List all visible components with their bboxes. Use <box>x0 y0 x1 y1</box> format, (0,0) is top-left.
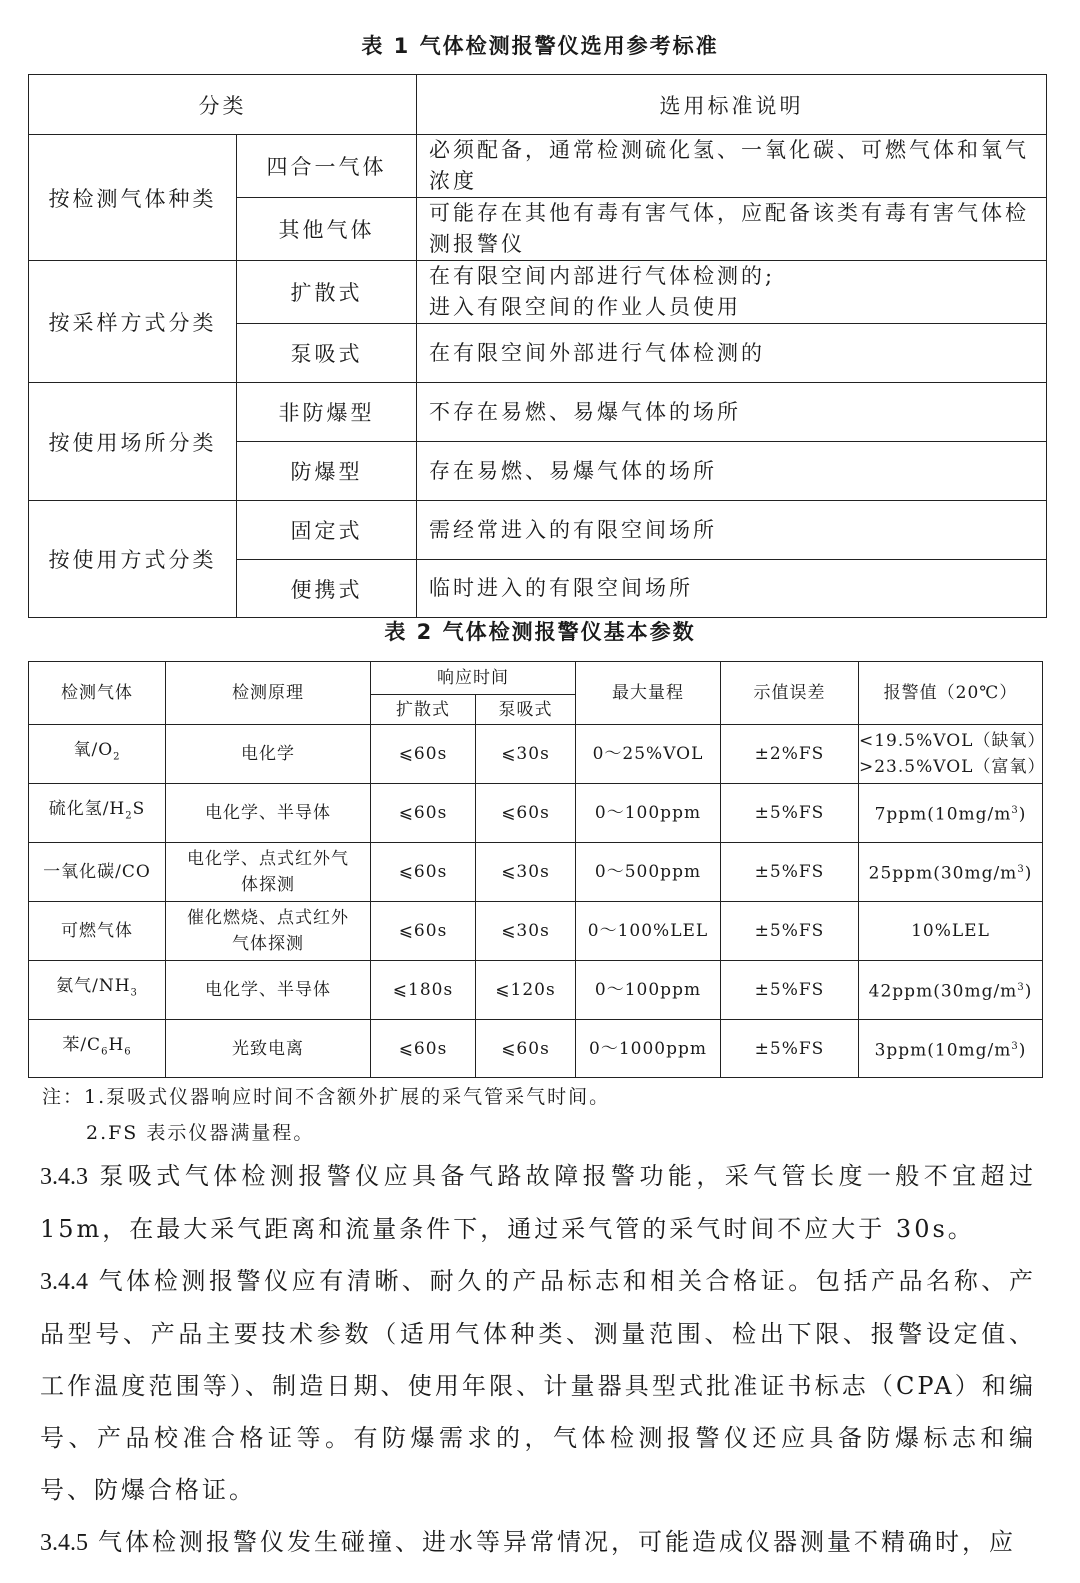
group-name: 按使用场所分类 <box>29 383 237 501</box>
header-alarm: 报警值（20℃） <box>859 662 1043 725</box>
header-gas: 检测气体 <box>29 662 166 725</box>
pump-cell: ⩽60s <box>476 784 576 843</box>
desc-cell: 存在易燃、易爆气体的场所 <box>417 442 1047 501</box>
header-range: 最大量程 <box>576 662 721 725</box>
pump-cell: ⩽120s <box>476 961 576 1020</box>
type-cell: 四合一气体 <box>237 135 417 198</box>
header-category: 分类 <box>29 75 417 135</box>
type-cell: 非防爆型 <box>237 383 417 442</box>
diffusion-cell: ⩽180s <box>371 961 476 1020</box>
paragraph-3-4-3 <box>40 1150 1036 1255</box>
range-cell: 0～1000ppm <box>576 1020 721 1078</box>
desc-cell: 临时进入的有限空间场所 <box>417 560 1047 618</box>
principle-cell: 电化学 <box>166 725 371 784</box>
gas-cell: 一氧化碳/CO <box>29 843 166 902</box>
principle-cell <box>166 902 371 961</box>
error-cell: ±2%FS <box>721 725 859 784</box>
gas-cell: 硫化氢$/H_2S$ <box>29 784 166 843</box>
gas-detector-parameters-table <box>28 661 1046 1078</box>
table-row <box>29 1020 1043 1078</box>
diffusion-cell: ⩽60s <box>371 784 476 843</box>
table2-caption: 表 2 气体检测报警仪基本参数 <box>384 620 696 644</box>
table-row <box>29 135 1047 198</box>
error-cell: ±5%FS <box>721 961 859 1020</box>
desc-cell: 在有限空间外部进行气体检测的 <box>417 324 1047 383</box>
paragraph-3-4-5 <box>40 1516 1036 1569</box>
alarm-cell: $25ppm(30mg/m^3)$ <box>859 843 1043 902</box>
table-note-1: 注：1.泵吸式仪器响应时间不含额外扩展的采气管采气时间。 <box>42 1086 611 1108</box>
desc-cell: 需经常进入的有限空间场所 <box>417 501 1047 560</box>
table-row <box>29 784 1043 843</box>
table-note-2: 2.FS 表示仪器满量程。 <box>86 1122 315 1144</box>
diffusion-cell: ⩽60s <box>371 725 476 784</box>
gas-cell: 氨气$/NH_3$ <box>29 961 166 1020</box>
table-row <box>29 261 1047 324</box>
header-pump: 泵吸式 <box>476 695 576 725</box>
desc-cell: 必须配备，通常检测硫化氢、一氧化碳、可燃气体和氧气浓度 <box>417 135 1047 198</box>
pump-cell: ⩽30s <box>476 725 576 784</box>
range-cell: 0～100ppm <box>576 961 721 1020</box>
table1-caption: 表 1 气体检测报警仪选用参考标准 <box>361 34 719 58</box>
type-cell: 固定式 <box>237 501 417 560</box>
table-row <box>29 843 1043 902</box>
alarm-cell: $42ppm(30mg/m^3)$ <box>859 961 1043 1020</box>
range-cell: 0～100%LEL <box>576 902 721 961</box>
group-name: 按采样方式分类 <box>29 261 237 383</box>
alarm-cell: $7ppm(10mg/m^3)$ <box>859 784 1043 843</box>
principle-line: 气体探测 <box>232 934 304 954</box>
pump-cell: ⩽30s <box>476 843 576 902</box>
clause-number: 3.4.4 <box>40 1269 88 1295</box>
group-name: 按使用方式分类 <box>29 501 237 618</box>
error-cell: ±5%FS <box>721 843 859 902</box>
type-cell: 防爆型 <box>237 442 417 501</box>
diffusion-cell: ⩽60s <box>371 1020 476 1078</box>
pump-cell: ⩽30s <box>476 902 576 961</box>
error-cell: ±5%FS <box>721 784 859 843</box>
paragraph-3-4-4 <box>40 1255 1036 1516</box>
table-row <box>29 501 1047 560</box>
table-header-row <box>29 75 1047 135</box>
gas-cell: 氧$/O_2$ <box>29 725 166 784</box>
table-row <box>29 961 1043 1020</box>
clause-text: 气体检测报警仪应有清晰、耐久的产品标志和相关合格证。包括产品名称、产品型号、产品主要技术参数（适用气体种类、测量范围、检出下限、报警设定值、工作温度范围等）、制造日期、使用年限、计量器具型式批准证书标志（CPA）和编号、产品校准合格证等。有防爆需求的，气体检测报警仪还应具备防爆标志和编号、防爆合格证。 <box>40 1267 1036 1504</box>
table-row <box>29 902 1043 961</box>
principle-line: 体探测 <box>241 875 295 895</box>
header-diffusion: 扩散式 <box>371 695 476 725</box>
range-cell: 0～25%VOL <box>576 725 721 784</box>
range-cell: 0～100ppm <box>576 784 721 843</box>
error-cell: ±5%FS <box>721 1020 859 1078</box>
principle-line: 电化学、点式红外气 <box>187 849 349 869</box>
table-header-row <box>29 662 1043 695</box>
body-text <box>40 1150 1036 1569</box>
gas-cell: 苯$/C_6H_6$ <box>29 1020 166 1078</box>
principle-cell: 电化学、半导体 <box>166 961 371 1020</box>
alarm-cell: $3ppm(10mg/m^3)$ <box>859 1020 1043 1078</box>
desc-line: 进入有限空间的作业人员使用 <box>429 295 741 319</box>
gas-detector-selection-table <box>28 74 1047 618</box>
error-cell: ±5%FS <box>721 902 859 961</box>
principle-cell: 光致电离 <box>166 1020 371 1078</box>
clause-text: 气体检测报警仪发生碰撞、进水等异常情况，可能造成仪器测量不精确时，应 <box>98 1528 1016 1556</box>
header-description: 选用标准说明 <box>417 75 1047 135</box>
diffusion-cell: ⩽60s <box>371 902 476 961</box>
table-row <box>29 383 1047 442</box>
diffusion-cell: ⩽60s <box>371 843 476 902</box>
desc-cell: 可能存在其他有毒有害气体，应配备该类有毒有害气体检测报警仪 <box>417 198 1047 261</box>
pump-cell: ⩽60s <box>476 1020 576 1078</box>
gas-cell: 可燃气体 <box>29 902 166 961</box>
alarm-cell <box>859 725 1046 784</box>
group-name: 按检测气体种类 <box>29 135 237 261</box>
type-cell: 泵吸式 <box>237 324 417 383</box>
type-cell: 扩散式 <box>237 261 417 324</box>
alarm-cell: 10%LEL <box>859 902 1043 961</box>
desc-cell <box>417 261 1047 324</box>
clause-text: 泵吸式气体检测报警仪应具备气路故障报警功能，采气管长度一般不宜超过 15m，在最大采气距离和流量条件下，通过采气管的采气时间不应大于 30s。 <box>40 1162 1036 1243</box>
clause-number: 3.4.5 <box>40 1530 88 1556</box>
range-cell: 0～500ppm <box>576 843 721 902</box>
alarm-line: <19.5%VOL（缺氧） <box>859 731 1046 751</box>
desc-cell: 不存在易燃、易爆气体的场所 <box>417 383 1047 442</box>
principle-line: 催化燃烧、点式红外 <box>187 908 349 928</box>
header-error: 示值误差 <box>721 662 859 725</box>
header-response-time: 响应时间 <box>371 662 576 695</box>
header-principle: 检测原理 <box>166 662 371 725</box>
alarm-line: >23.5%VOL（富氧） <box>859 757 1046 777</box>
principle-cell: 电化学、半导体 <box>166 784 371 843</box>
type-cell: 便携式 <box>237 560 417 618</box>
principle-cell <box>166 843 371 902</box>
table-row <box>29 725 1043 784</box>
clause-number: 3.4.3 <box>40 1164 88 1190</box>
desc-line: 在有限空间内部进行气体检测的; <box>429 264 776 288</box>
type-cell: 其他气体 <box>237 198 417 261</box>
